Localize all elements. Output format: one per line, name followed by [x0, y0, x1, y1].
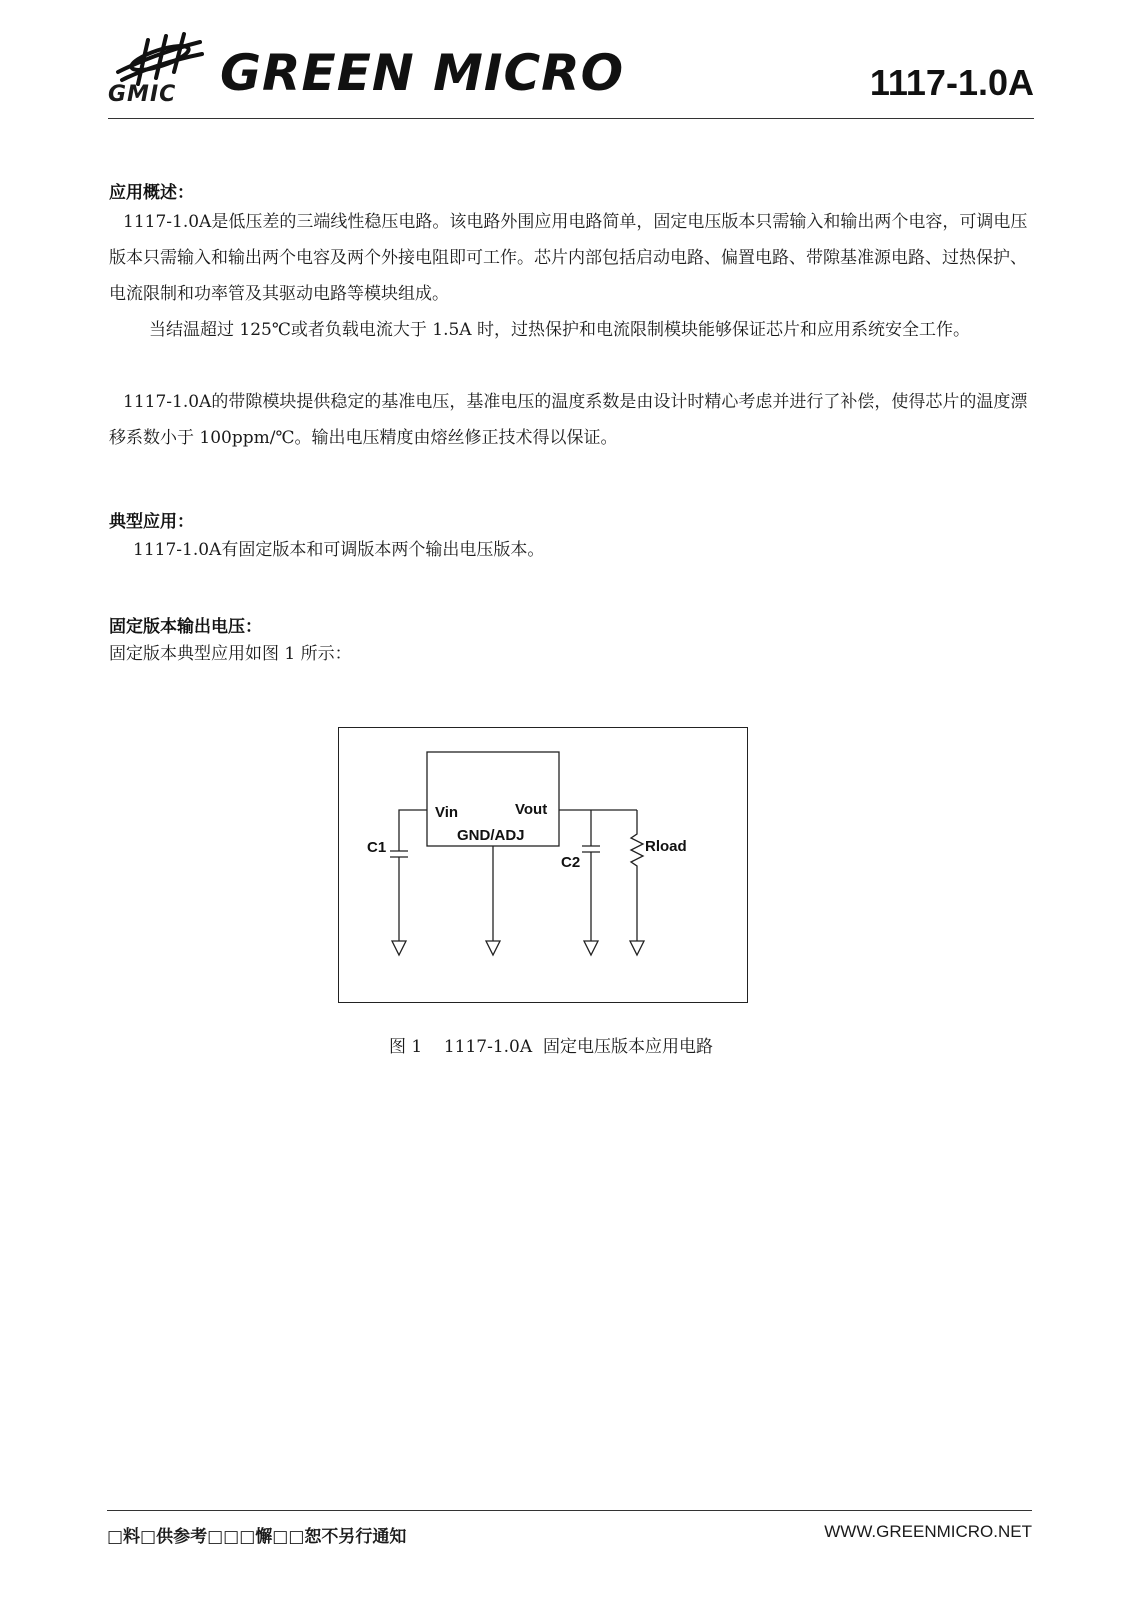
overview-title: 应用概述：: [109, 183, 194, 203]
header-divider: [108, 118, 1034, 119]
fixed-text: 固定版本典型应用如图 1 所示：: [109, 644, 352, 664]
typical-text: 1117-1.0A有固定版本和可调版本两个输出电压版本。: [133, 540, 545, 560]
footer-disclaimer: □料□供参考□□□懈□□恕不另行通知: [107, 1527, 407, 1547]
ground-icon: [584, 941, 598, 955]
footer-divider: [107, 1510, 1032, 1511]
fixed-title: 固定版本输出电压：: [109, 617, 262, 637]
c1-label: C1: [367, 839, 387, 856]
circuit-figure: [338, 727, 748, 1003]
overview-paragraph-2: 当结温超过 125℃或者负载电流大于 1.5A 时，过热保护和电流限制模块能够保证芯片和应用系统安全工作。: [149, 320, 970, 340]
ground-icon: [486, 941, 500, 955]
vout-label: Vout: [515, 801, 548, 818]
typical-title: 典型应用：: [109, 512, 194, 532]
rload-label: Rload: [645, 838, 687, 855]
c2-label: C2: [561, 854, 581, 871]
ground-icon: [630, 941, 644, 955]
logo-abbreviation: GMIC: [108, 82, 177, 107]
ground-icon: [392, 941, 406, 955]
part-number: 1117-1.0A: [869, 62, 1034, 103]
footer-website: WWW.GREENMICRO.NET: [824, 1522, 1032, 1541]
company-name: GREEN MICRO: [220, 44, 625, 102]
rload-resistor: [631, 810, 643, 941]
gnd-adj-label: GND/ADJ: [457, 827, 525, 844]
figure-caption: 图 1 1117-1.0A 固定电压版本应用电路: [389, 1037, 713, 1057]
vin-label: Vin: [435, 804, 459, 821]
circuit-diagram: [339, 728, 749, 1004]
page-header: [108, 28, 1034, 118]
vin-wire: [399, 810, 427, 851]
overview-paragraph-3: 1117-1.0A的带隙模块提供稳定的基准电压，基准电压的温度系数是由设计时精心考虑并进行了补偿，使得芯片的温度漂移系数小于 100ppm/℃。输出电压精度由熔丝修正技术得以保证。: [109, 392, 1028, 448]
overview-paragraph-1: 1117-1.0A是低压差的三端线性稳压电路。该电路外围应用电路简单，固定电压版本只需输入和输出两个电容，可调电压版本只需输入和输出两个电容及两个外接电阻即可工作。芯片内部包括启动电路、偏置电路、带隙基准源电路、过热保护、电流限制和功率管及其驱动电路等模块组成。: [109, 212, 1028, 304]
